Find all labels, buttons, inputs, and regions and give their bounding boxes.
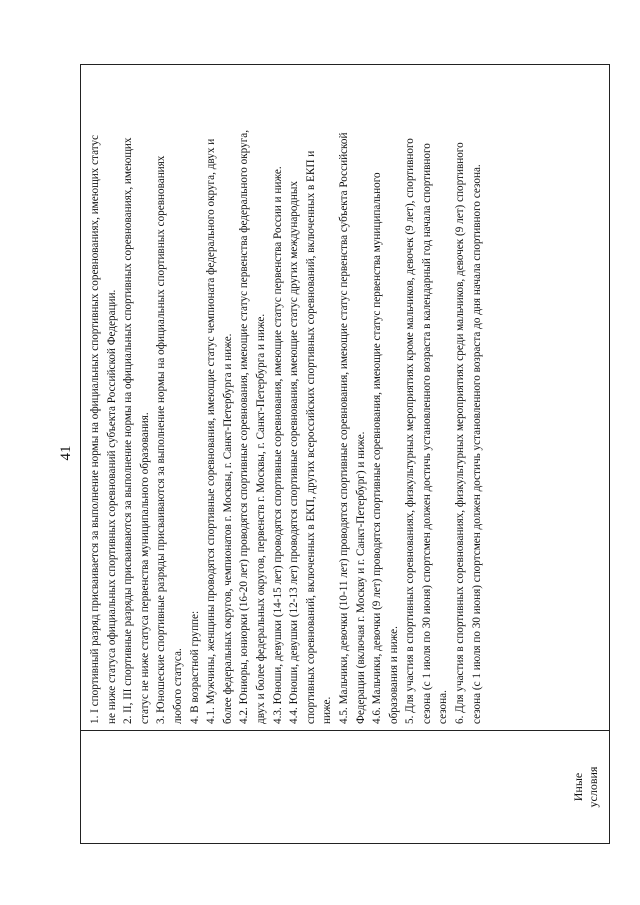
condition-paragraph: 3. Юношеские спортивные разряды присваиваются за выполнение нормы на официальных спортивных соревнованиях любого статуса. [155, 155, 184, 724]
page-number: 41 [58, 445, 74, 461]
condition-paragraph: 4.5. Мальчики, девочки (10-11 лет) проводятся спортивные соревнования, имеющие статус первенства субъекта Российской Федерации (включая г. Москву и г. Санкт-Петербург) и ниже. [337, 132, 367, 724]
condition-paragraph: 4.3. Юноши, девушки (14-15 лет) проводятся спортивные соревнования, имеющие статус первенства России и ниже. 4.4. Юноши, девушки (12-13 лет) проводятся спортивные соревнования, имеющие статус других международных спортивных соревнований, включенных в ЕКП, других всероссийских спортивных соревнований, включенных в ЕКП и ниже. [271, 150, 334, 724]
condition-paragraph: 2. II, III спортивные разряды присваиваются за выполнение нормы на официальных спортивных соревнованиях, имеющих статус не ниже статуса первенства муниципального образования. [122, 137, 151, 724]
condition-paragraph: 6. Для участия в спортивных соревнованиях, физкультурных мероприятиях среди мальчиков, девочек (9 лет) спортивного сезона (с 1 июля по 30 июня) спортсмен должен достичь установленного возраста до дня начала спортивного сезона. [454, 142, 483, 724]
condition-paragraph: 4.6. Мальчики, девочки (9 лет) проводятся спортивные соревнования, имеющие статус первенства муниципального образования и ниже. [371, 172, 400, 724]
row-label: Иные условия [571, 766, 600, 808]
rotated-page [58, 34, 610, 872]
row-label-cell [81, 730, 609, 843]
condition-paragraph: 5. Для участия в спортивных соревнованиях, физкультурных мероприятиях кроме мальчиков, девочек (9 лет), спортивного сезона (с 1 июля по 30 июня) спортсмен должен достичь установленного возраста в календарный год начала спортивного сезона. [404, 138, 450, 724]
condition-paragraph: 1. I спортивный разряд присваивается за выполнение нормы на официальных спортивных соревнованиях, имеющих статус не ниже статуса официальных спортивных соревнований субъекта Российской Федерации. [89, 134, 118, 724]
condition-paragraph: 4.1. Мужчины, женщины проводятся спортивные соревнования, имеющие статус чемпионата федерального округа, двух и более федеральных округов, чемпионатов г. Москвы, г. Санкт-Петербурга и ниже. [205, 138, 234, 724]
conditions-table [80, 64, 610, 844]
condition-paragraph: 4.2. Юниоры, юниорки (16-20 лет) проводятся спортивные соревнования, имеющие статус первенства федерального округа, двух и более федеральных округов, первенств г. Москвы, г. Санкт-Петербурга и ниже. [238, 129, 267, 724]
condition-paragraph: 4. В возрастной группе: [188, 610, 201, 724]
conditions-cell [81, 65, 609, 730]
